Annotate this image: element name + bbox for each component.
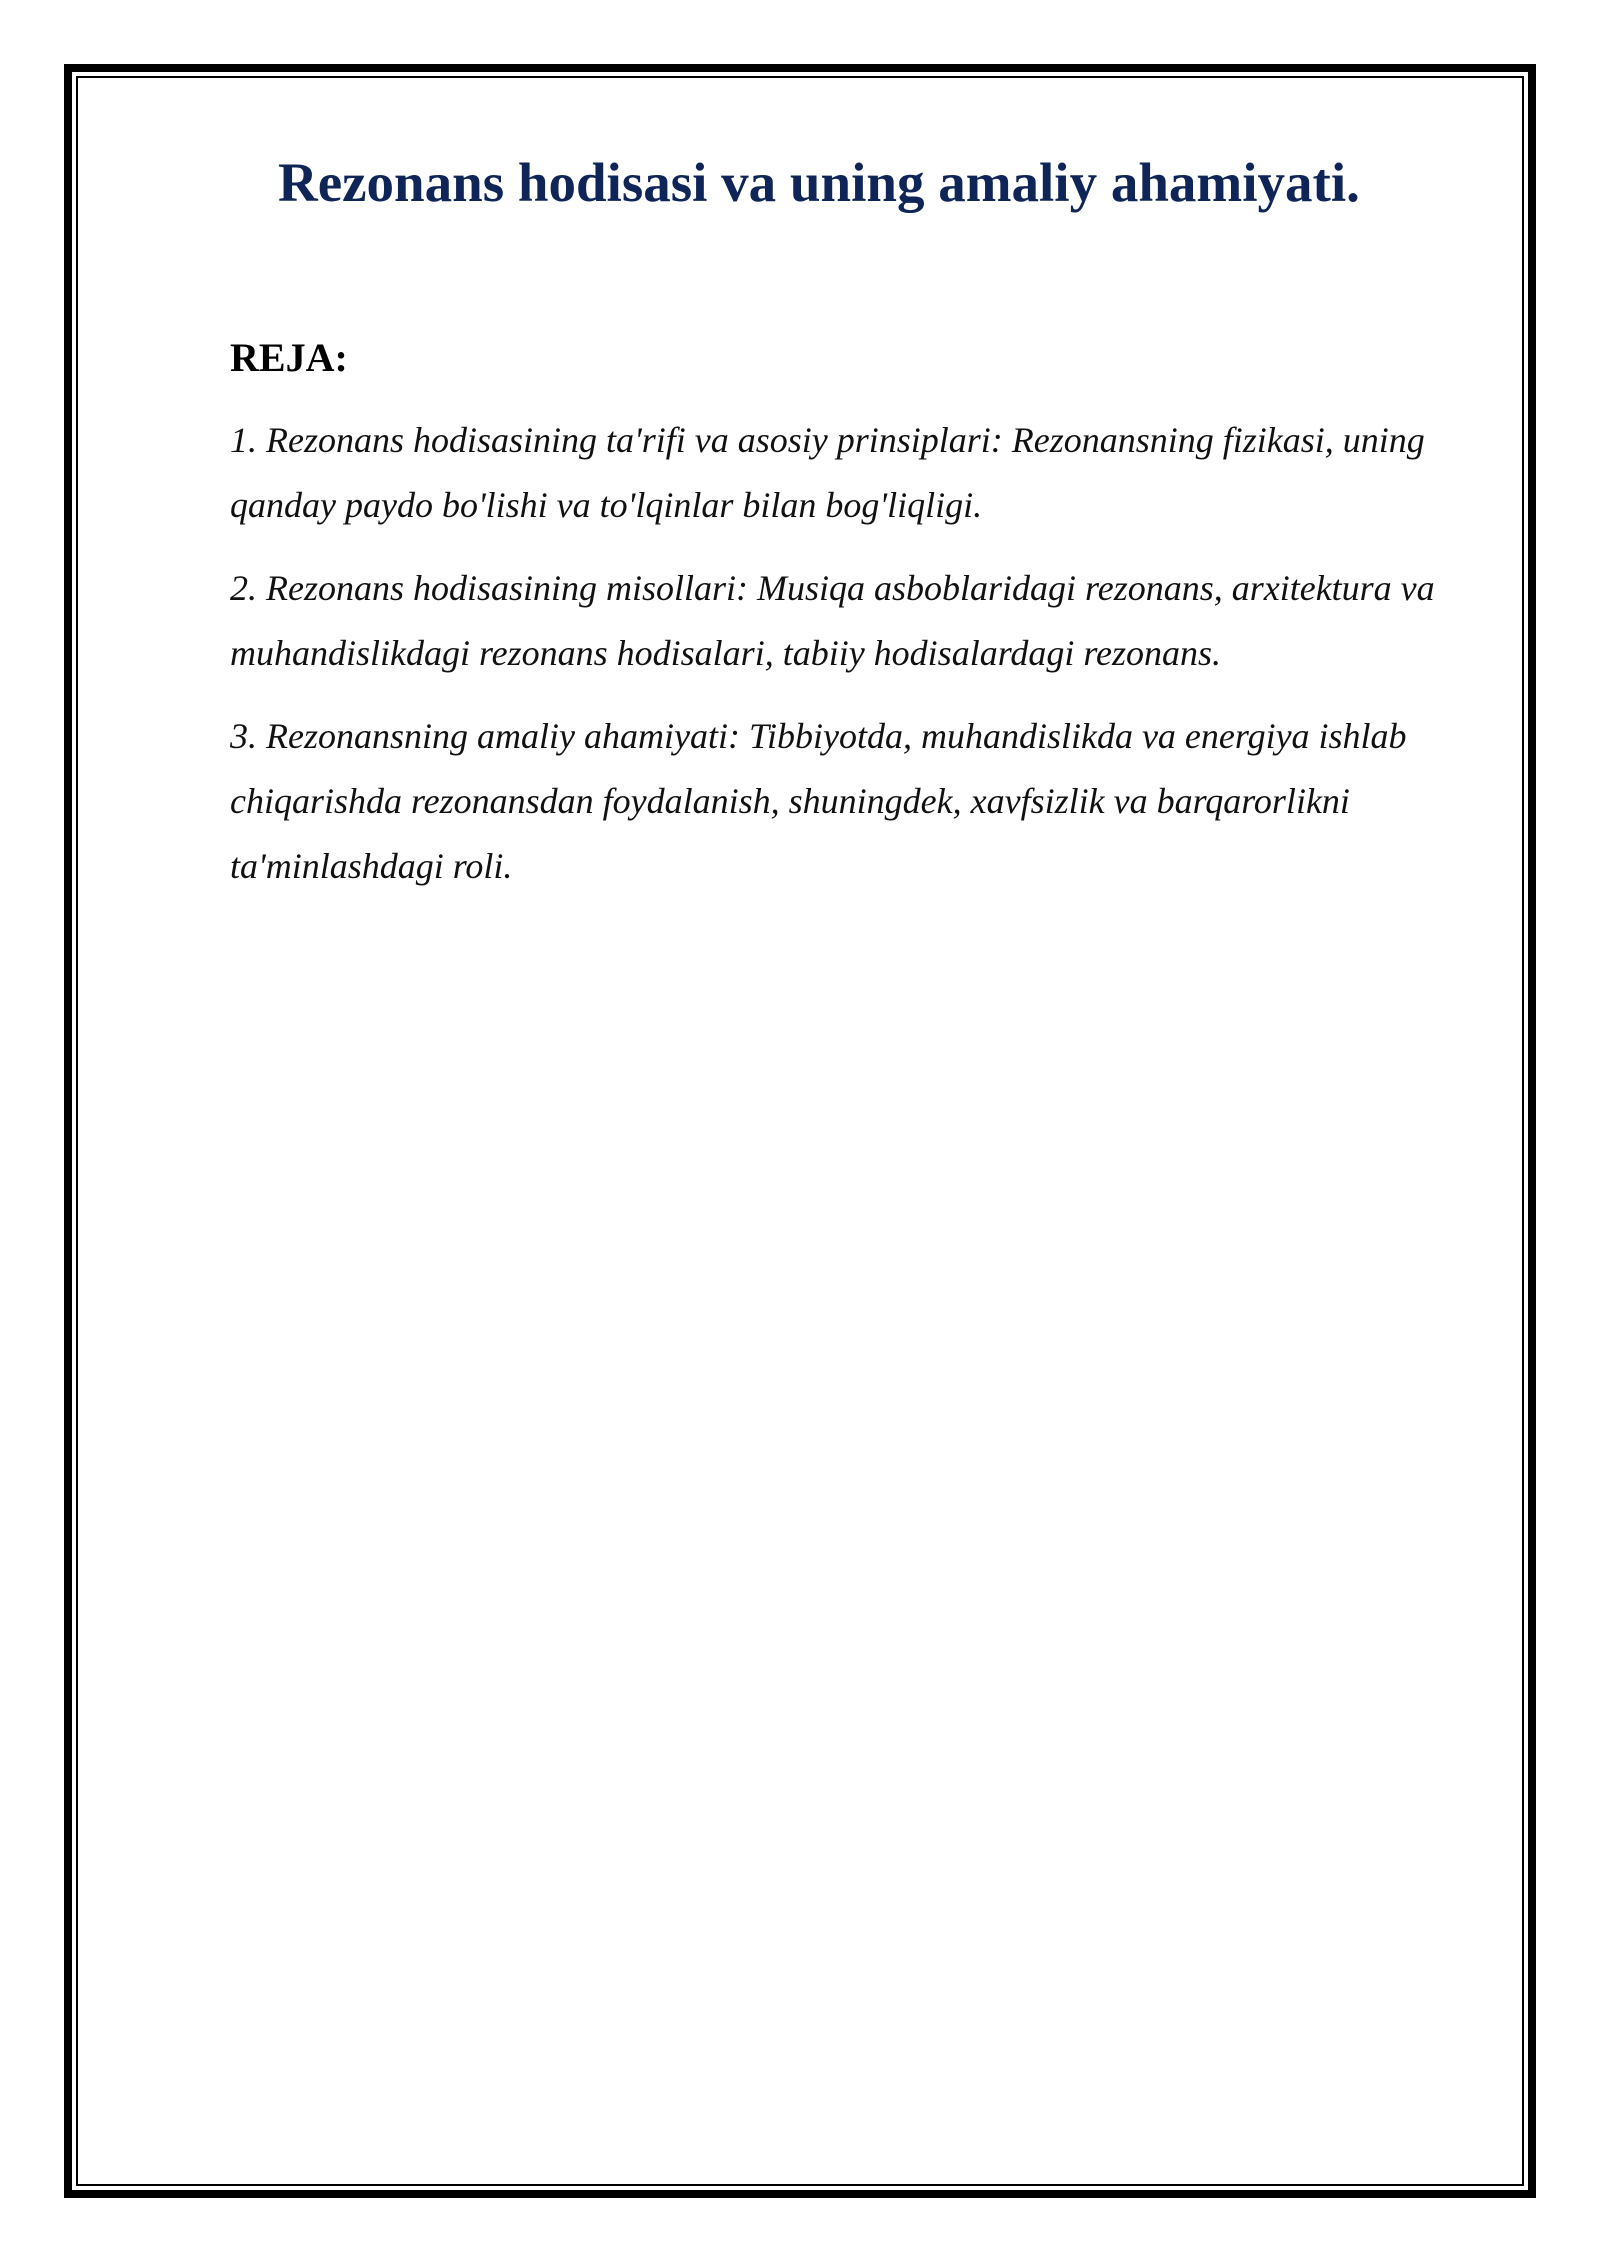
plan-item-2: 2. Rezonans hodisasining misollari: Musiqa asboblaridagi rezonans, arxitektura va muhandislikdagi rezonans hodisalari, tabiiy hodisalardagi rezonans.: [230, 568, 1435, 673]
plan-list: [230, 408, 1490, 899]
plan-item-3: 3. Rezonansning amaliy ahamiyati: Tibbiyotda, muhandislikda va energiya ishlab chiqarishda rezonansdan foydalanish, shuningdek, xavfsizlik va barqarorlikni ta'minlashdagi roli.: [230, 716, 1407, 886]
document-title: Rezonans hodisasi va uning amaliy ahamiyati.: [278, 152, 1360, 213]
plan-item-1: 1. Rezonans hodisasining ta'rifi va asosiy prinsiplari: Rezonansning fizikasi, uning qanday paydo bo'lishi va to'lqinlar bilan bog'liqligi.: [230, 420, 1425, 525]
plan-heading: REJA:: [230, 335, 348, 380]
document-body: [230, 150, 1490, 917]
